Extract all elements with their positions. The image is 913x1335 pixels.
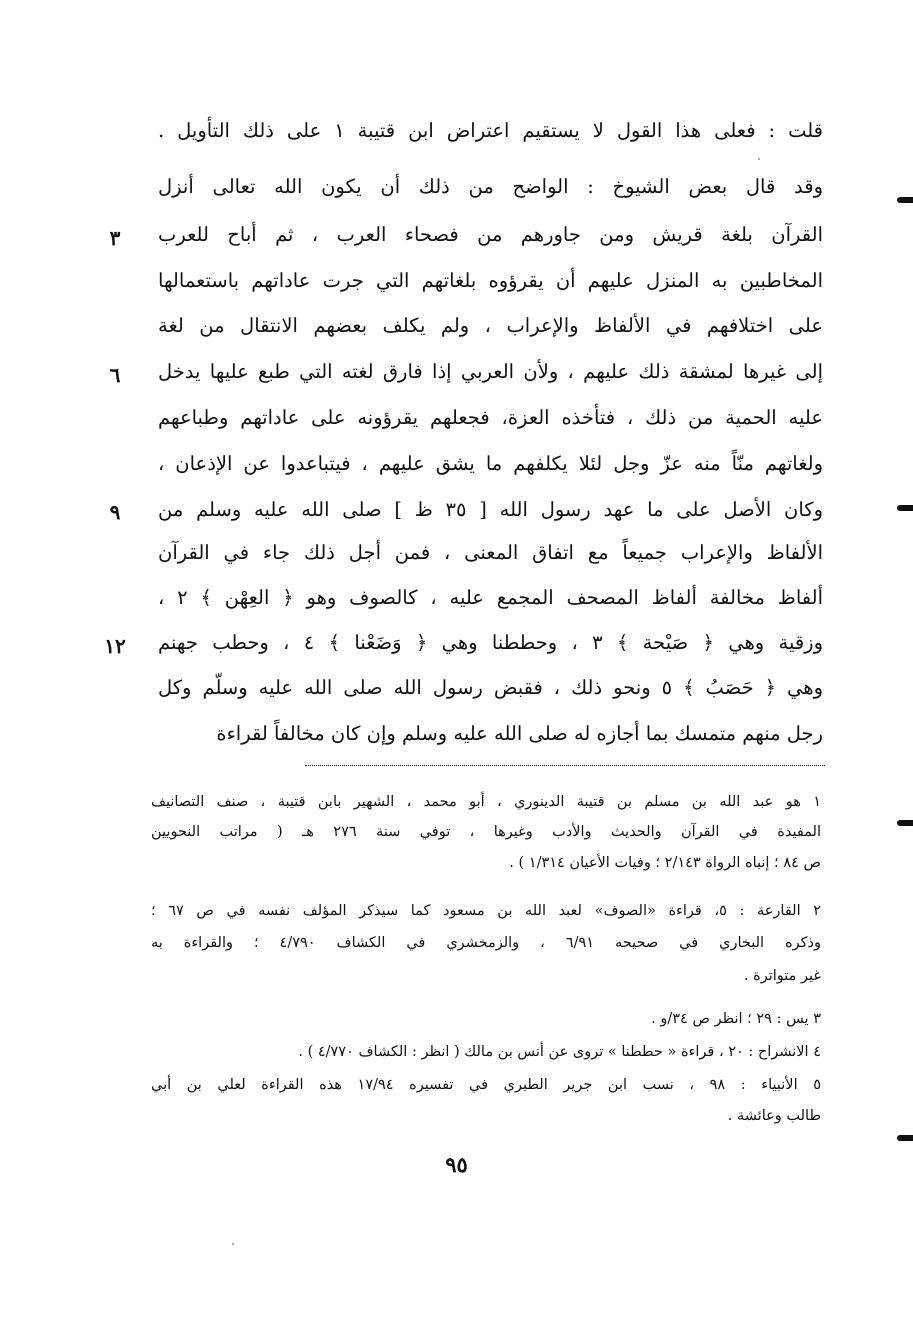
footnote-line: طالب وعائشة . — [727, 1108, 821, 1124]
scan-speck — [232, 1243, 234, 1245]
text-line: إلى غيرها لمشقة ذلك عليهم ، ولأن العربي إذا فارق لغته التي طبع عليها يدخل — [158, 360, 823, 383]
footnote-line: وذكره البخاري في صحيحه ٦/٩١ ، والزمخشري في الكشاف ٤/٧٩٠ ؛ والقراءة به — [151, 935, 821, 951]
margin-line-number: ٣ — [109, 226, 121, 250]
scan-edge-mark — [897, 820, 913, 826]
text-line: وكان الأصل على ما عهد رسول الله [ ٣٥ ظ ] صلى الله عليه وسلم من — [158, 498, 823, 521]
text-line: وهي ﴿ حَصَبُ ﴾ ٥ ونحو ذلك ، فقبض رسول الله صلى الله عليه وسلّم وكل — [158, 676, 823, 699]
footnote-line: ١ هو عبد الله بن مسلم بن قتيبة الدينوري ، أبو محمد ، الشهير بابن قتيبة ، صنف التصانيف — [151, 794, 821, 810]
footnote-line: المفيدة في القرآن والحديث والأدب وغيرها ، توفي سنة ٢٧٦ هـ ( مراتب النحويين — [151, 824, 821, 840]
text-line: ألفاظ مخالفة ألفاظ المصحف المجمع عليه ، كالصوف وهو ﴿ العِهْن ﴾ ٢ ، — [158, 586, 823, 609]
scan-speck — [758, 158, 760, 160]
text-line: قلت : فعلى هذا القول لا يستقيم اعتراض ابن قتيبة ١ على ذلك التأويل . — [158, 119, 823, 142]
text-line: رجل منهم متمسك بما أجازه له صلى الله عليه وسلم وإن كان مخالفاً لقراءة — [216, 722, 823, 745]
footnote-line: ٢ القارعة : ٥، قراءة «الصوف» لعبد الله بن مسعود كما سيذكر المؤلف نفسه في ص ٦٧ ؛ — [151, 903, 821, 919]
footnote-line: ٥ الأنبياء : ٩٨ ، نسب ابن جرير الطبري في تفسيره ١٧/٩٤ هذه القراءة لعلي بن أبي — [151, 1077, 821, 1093]
scan-edge-mark — [897, 1135, 913, 1141]
text-line: على اختلافهم في الألفاظ والإعراب ، ولم يكلف بعضهم الانتقال من لغة — [158, 314, 823, 337]
page-number: ٩٥ — [445, 1152, 468, 1177]
text-line: ولغاتهم منّاً منه عزّ وجل لئلا يكلفهم ما يشق عليهم ، فيتباعدوا عن الإذعان ، — [158, 452, 823, 475]
footnote-line: ٣ يس : ٢٩ ؛ انظر ص ٣٤/و . — [651, 1011, 821, 1027]
text-line: وقد قال بعض الشيوخ : الواضح من ذلك أن يكون الله تعالى أنزل — [158, 175, 823, 198]
footnote-line: ٤ الانشراح : ٢٠ ، قراءة « حططنا » تروى عن أنس بن مالك ( انظر : الكشاف ٤/٧٧٠ ) . — [298, 1044, 821, 1060]
footnote-line: غير متواترة . — [743, 968, 821, 984]
footnote-separator — [305, 765, 825, 766]
text-line: الألفاظ والإعراب جميعاً مع اتفاق المعنى ، فمن أجل ذلك جاء في القرآن — [158, 541, 823, 564]
scan-edge-mark — [897, 505, 913, 511]
text-line: وزقية وهي ﴿ صَيْحة ﴾ ٣ ، وحططنا وهي ﴿ وَضَعْنا ﴾ ٤ ، وحطب جهنم — [158, 631, 823, 654]
footnote-line: ص ٨٤ ؛ إنباه الرواة ٢/١٤٣ ؛ وفيات الأعيان ١/٣١٤ ) . — [509, 855, 821, 871]
margin-line-number: ٦ — [109, 363, 121, 387]
margin-line-number: ١٢ — [104, 634, 126, 658]
text-line: القرآن بلغة قريش ومن جاورهم من فصحاء العرب ، ثم أباح للعرب — [158, 223, 823, 246]
text-line: المخاطبين به المنزل عليهم أن يقرؤوه بلغاتهم التي جرت عاداتهم باستعمالها — [158, 269, 823, 292]
text-line: عليه الحمية من ذلك ، فتأخذه العزة، فجعلهم يقرؤونه على عاداتهم وطباعهم — [158, 406, 823, 429]
margin-line-number: ٩ — [109, 500, 121, 524]
scan-edge-mark — [897, 197, 913, 203]
